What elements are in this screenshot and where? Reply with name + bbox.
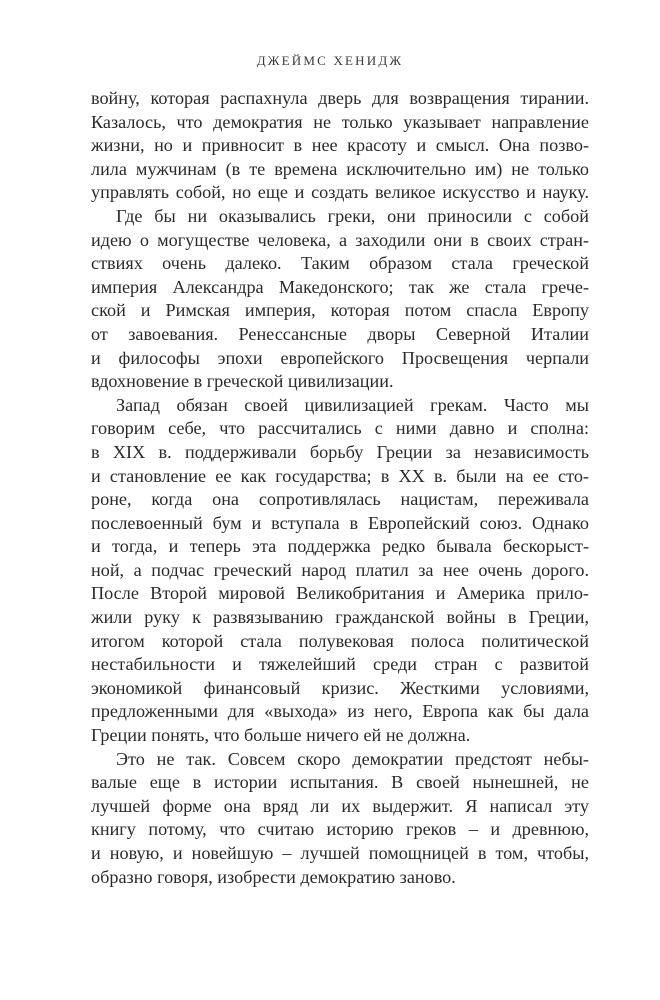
paragraph-3 (91, 394, 589, 748)
text-line: управлять собой, но еще и создать великое искусство и науку. (91, 182, 589, 203)
text-line: роне, когда она сопротивлялась нацистам, переживала (91, 489, 589, 510)
text-line: вдохновение в греческой цивилизации. (91, 371, 394, 392)
text-line: и новую, и новейшую – лучшей помощницей в том, чтобы, (91, 843, 589, 863)
text-line: говорим себе, что рассчитались с ними давно и сполна: (91, 418, 589, 439)
text-line: Это не так. Совсем скоро демократии предстоят небы- (116, 748, 589, 769)
text-line: После Второй мировой Великобритания и Америка прило- (91, 583, 589, 604)
text-line: валые еще в истории испытания. В своей нынешней, не (91, 772, 589, 793)
text-line: лучшей форме она вряд ли их выдержит. Я написал эту (91, 795, 589, 816)
text-line: жизни, но и привносит в нее красоту и смысл. Она позво- (91, 135, 589, 156)
text-line: послевоенный бум и вступала в Европейский союз. Однако (91, 512, 589, 533)
text-line: империя Александра Македонского; так же стала грече- (91, 276, 589, 297)
text-line: образно говоря, изобрести демократию заново. (91, 866, 456, 887)
text-line: ской и Римская империя, которая потом спасла Европу (91, 300, 589, 321)
paragraph-2 (91, 205, 589, 394)
running-head: ДЖЕЙМС ХЕНИДЖ (256, 53, 404, 68)
text-line: Казалось, что демократия не только указывает направление (91, 111, 589, 132)
paragraph-4 (91, 748, 589, 890)
text-line: ной, а подчас греческий народ платил за нее очень дорого. (91, 559, 589, 580)
text-line: жили руку к развязыванию гражданской войны в Греции, (91, 607, 589, 628)
text-line: войну, которая распахнула дверь для возвращения тирании. (91, 88, 589, 108)
text-line: экономикой финансовый кризис. Жесткими условиями, (91, 677, 589, 698)
text-line: от завоевания. Ренессансные дворы Северной Италии (91, 323, 589, 344)
text-line: итогом которой стала полувековая полоса политической (91, 630, 589, 651)
text-line: Греции понять, что больше ничего ей не должна. (91, 725, 471, 746)
text-line: нестабильности и тяжелейший среди стран с развитой (91, 654, 589, 675)
text-line: Запад обязан своей цивилизацией грекам. Часто мы (116, 394, 589, 415)
text-line: и становление ее как государства; в XX в. были на ее сто- (91, 465, 589, 486)
text-line: в XIX в. поддерживали борьбу Греции за независимость (91, 441, 589, 462)
paragraph-1 (91, 87, 589, 205)
text-line: и философы эпохи европейского Просвещения черпали (91, 347, 589, 368)
text-line: идею о могуществе человека, а заходили они в своих стран- (91, 229, 589, 250)
text-line: ствиях очень далеко. Таким образом стала греческой (91, 253, 589, 274)
text-line: Где бы ни оказывались греки, они приносили с собой (116, 205, 589, 226)
text-line: предложенными для «выхода» из него, Европа как бы дала (91, 701, 589, 722)
text-line: книгу потому, что считаю историю греков – и древнюю, (91, 819, 589, 840)
text-line: лила мужчинам (в те времена исключительно им) не только (91, 158, 589, 179)
body-text (91, 87, 589, 889)
text-line: и тогда, и теперь эта поддержка редко бывала бескорыст- (91, 536, 589, 557)
